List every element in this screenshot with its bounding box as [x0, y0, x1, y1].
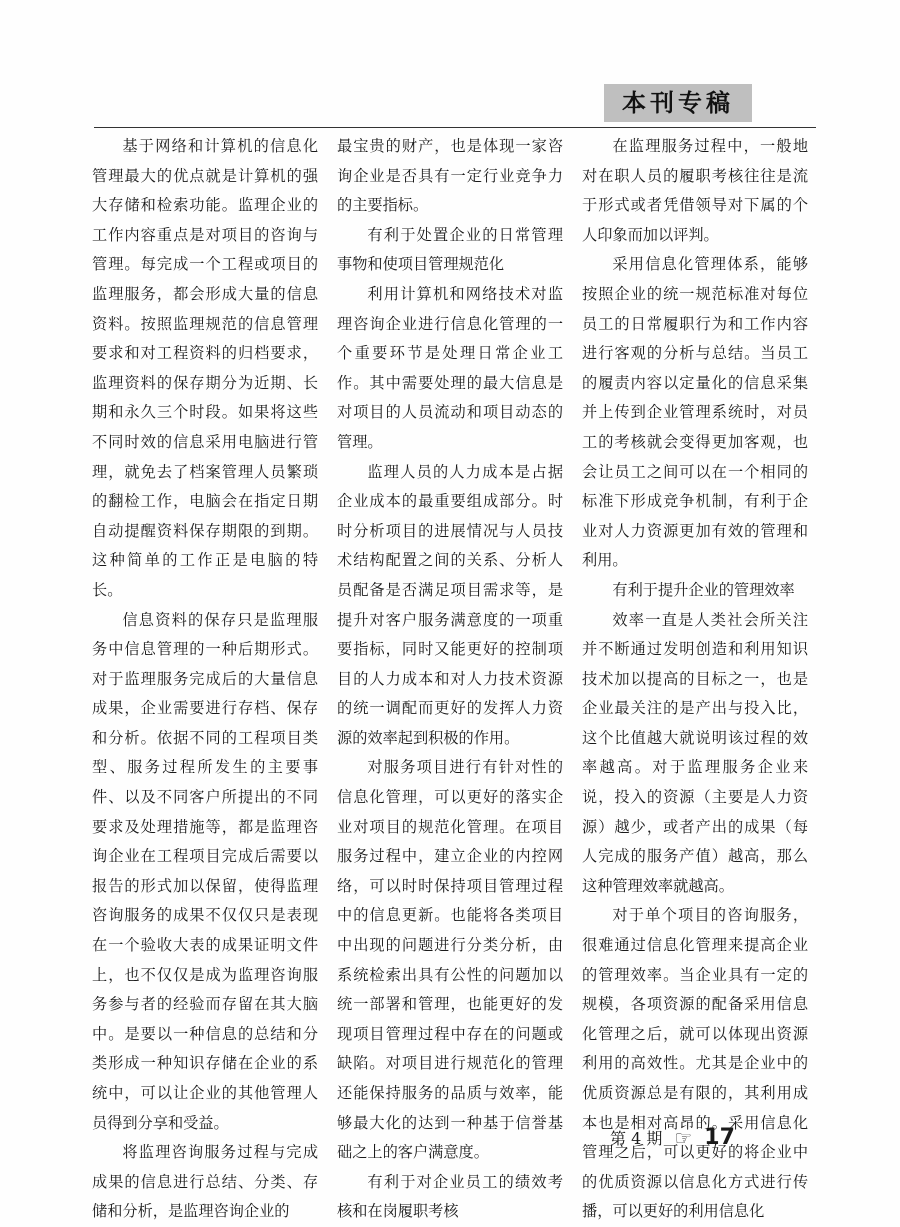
- page-number: 17: [704, 1125, 735, 1150]
- body-paragraph: 效率一直是人类社会所关注并不断通过发明创造和利用知识技术加以提高的目标之一，也是企业最关注的是产出与投入比，这个比值越大就说明该过程的效率越高。对于监理服务企业来说，投入的资源（主要是人力资源）越少，或者产出的成果（每人完成的服务产值）越高，那么这种管理效率就越高。: [582, 610, 808, 895]
- body-paragraph: 信息资料的保存只是监理服务中信息管理的一种后期形式。对于监理服务完成后的大量信息成果，企业需要进行存档、保存和分析。依据不同的工程项目类型、服务过程所发生的主要事件、以及不同客户所提出的不同要求及处理措施等，都是监理咨询企业在工程项目完成后需要以报告的形式加以保留，使得监理咨询服务的成果不仅仅只是表现在一个验收大表的成果证明文件上，也不仅仅是成为监理咨询服务参与者的经验而存留在其大脑中。是要以一种信息的总结和分类形成一种知识存储在企业的系统中，可以让企业的其他管理人员得到分享和受益。: [92, 610, 318, 1132]
- body-paragraph: 采用信息化管理体系，能够按照企业的统一规范标准对每位员工的日常履职行为和工作内容进行客观的分析与总结。当员工的履责内容以定量化的信息采集并上传到企业管理系统时，对员工的考核就会变得更加客观，也会让员工之间可以在一个相同的标准下形成竞争机制，有利于企业对人力资源更加有效的管理和利用。: [582, 255, 808, 570]
- body-paragraph: 基于网络和计算机的信息化管理最大的优点就是计算机的强大存储和检索功能。监理企业的工作内容重点是对项目的咨询与管理。每完成一个工程或项目的监理服务，都会形成大量的信息资料。按照监理规范的信息管理要求和对工程资料的归档要求，监理资料的保存期分为近期、长期和永久三个时段。如果将这些不同时效的信息采用电脑进行管理，就免去了档案管理人员繁琐的翻检工作，电脑会在指定日期自动提醒资料保存期限的到期。这种简单的工作正是电脑的特长。: [92, 137, 318, 599]
- body-paragraph: 监理人员的人力成本是占据企业成本的最重要组成部分。时时分析项目的进展情况与人员技术结构配置之间的关系、分析人员配备是否满足项目需求等，是提升对客户服务满意度的一项重要指标，同时又能更好的控制项目的人力成本和对人力技术资源的统一调配而更好的发挥人力资源的效率起到积极的作用。: [337, 462, 563, 747]
- body-paragraph: 最宝贵的财产，也是体现一家咨询企业是否具有一定行业竞争力的主要指标。: [337, 137, 563, 215]
- body-paragraph: 对于单个项目的咨询服务，很难通过信息化管理来提高企业的管理效率。当企业具有一定的规模，各项资源的配备采用信息化管理之后，就可以体现出资源利用的高效性。尤其是企业中的优质资源总是有限的，其利用成本也是相对高昂的。采用信息化管理之后，可以更好的将企业中的优质资源以信息化方式进行传播，可以更好的利用信息化: [582, 906, 808, 1221]
- page-footer: [610, 1125, 735, 1150]
- section-heading: 有利于提升企业的管理效率: [612, 580, 795, 599]
- body-paragraph: 对服务项目进行有针对性的信息化管理，可以更好的落实企业对项目的规范化管理。在项目服务过程中，建立企业的内控网络，可以时时保持项目管理过程中的信息更新。也能将各类项目中出现的问题进行分类分析，由系统检索出具有公性的问题加以统一部署和管理，也能更好的发现项目管理过程中存在的问题或缺陷。对项目进行规范化的管理还能保持服务的品质与效率，能够最大化的达到一种基于信誉基础之上的客户满意度。: [337, 758, 563, 1162]
- section-heading: 有利于处置企业的日常管理事物和使项目管理规范化: [337, 225, 563, 274]
- section-tag: 本刊专稿: [604, 84, 752, 122]
- body-paragraph: 将监理咨询服务过程与完成成果的信息进行总结、分类、存储和分析，是监理咨询企业的: [92, 1143, 318, 1221]
- pointing-hand-icon: ☞: [674, 1125, 693, 1150]
- top-rule: [94, 127, 816, 128]
- issue-number: 第 4 期: [610, 1129, 663, 1148]
- text-column-1: [92, 132, 318, 1221]
- text-column-2: [337, 132, 563, 1221]
- body-paragraph: 利用计算机和网络技术对监理咨询企业进行信息化管理的一个重要环节是处理日常企业工作。其中需要处理的最大信息是对项目的人员流动和项目动态的管理。: [337, 284, 563, 451]
- section-heading: 有利于对企业员工的绩效考核和在岗履职考核: [337, 1172, 563, 1221]
- body-paragraph: 在监理服务过程中，一般地对在职人员的履职考核往往是流于形式或者凭借领导对下属的个人印象而加以评判。: [582, 137, 808, 244]
